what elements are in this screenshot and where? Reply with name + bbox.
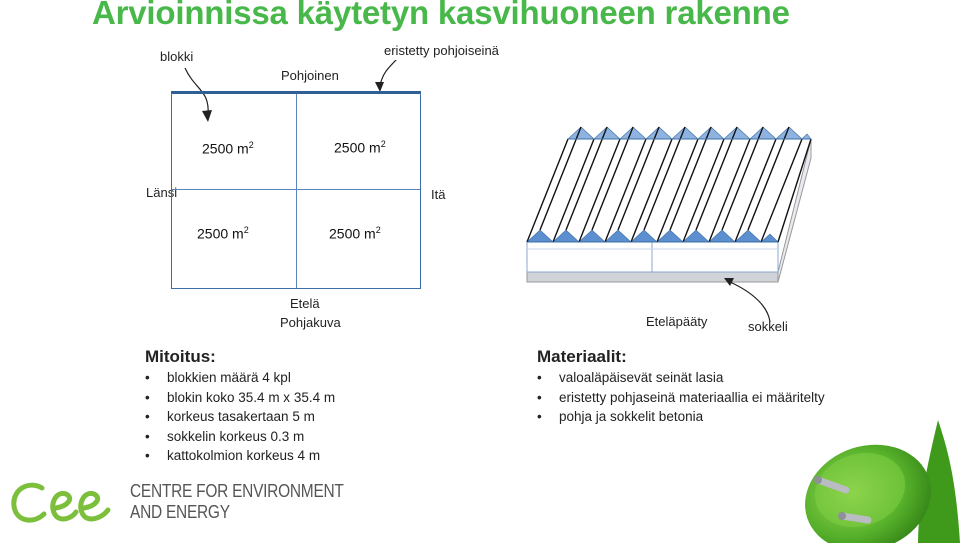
logo-line-2: AND ENERGY [130,502,230,522]
label-east: Itä [431,187,446,202]
dimensions-list [145,368,335,466]
label-south-end: Eteläpääty [646,314,708,329]
label-west: Länsi [146,185,178,200]
list-item: • korkeus tasakertaan 5 m [145,407,335,427]
materials-list [537,368,825,427]
list-item: • pohja ja sokkelit betonia [537,407,825,427]
list-item: • blokkien määrä 4 kpl [145,368,335,388]
label-sokkeli: sokkeli [748,319,788,334]
list-item: • eristetty pohjaseinä materiaallia ei määritelty [537,388,825,408]
floor-plan [171,91,421,289]
label-south: Etelä [290,296,320,311]
list-item: • valoaläpäisevät seinät lasia [537,368,825,388]
list-item: • blokin koko 35.4 m x 35.4 m [145,388,335,408]
list-item: • sokkelin korkeus 0.3 m [145,427,335,447]
block-area-sw: 2500 $m^2$ [197,225,249,242]
label-floor-plan: Pohjakuva [280,315,341,330]
page-title: Arvioinnissa käytetyn kasvihuoneen rakenne [92,0,790,31]
block-area-nw: 2500 $m^2$ [202,140,254,157]
green-plug-icon [798,420,960,543]
dimensions-heading: Mitoitus: [145,347,216,366]
greenhouse-drawing [520,124,820,289]
block-area-se: 2500 $m^2$ [329,225,381,242]
sokkeli-pointer-arrow [700,276,780,326]
materials-heading: Materiaalit: [537,347,627,366]
plan-divider-vertical [296,94,297,288]
label-blokki: blokki [160,49,194,64]
logo-line-1: CENTRE FOR ENVIRONMENT [130,481,344,501]
cee-logo-icon [8,476,120,528]
label-north: Pohjoinen [281,68,339,83]
list-item: • kattokolmion korkeus 4 m [145,446,335,466]
block-area-ne: 2500 $m^2$ [334,139,386,156]
plan-divider-horizontal [172,189,420,190]
label-north-wall: eristetty pohjoiseinä [384,43,499,58]
